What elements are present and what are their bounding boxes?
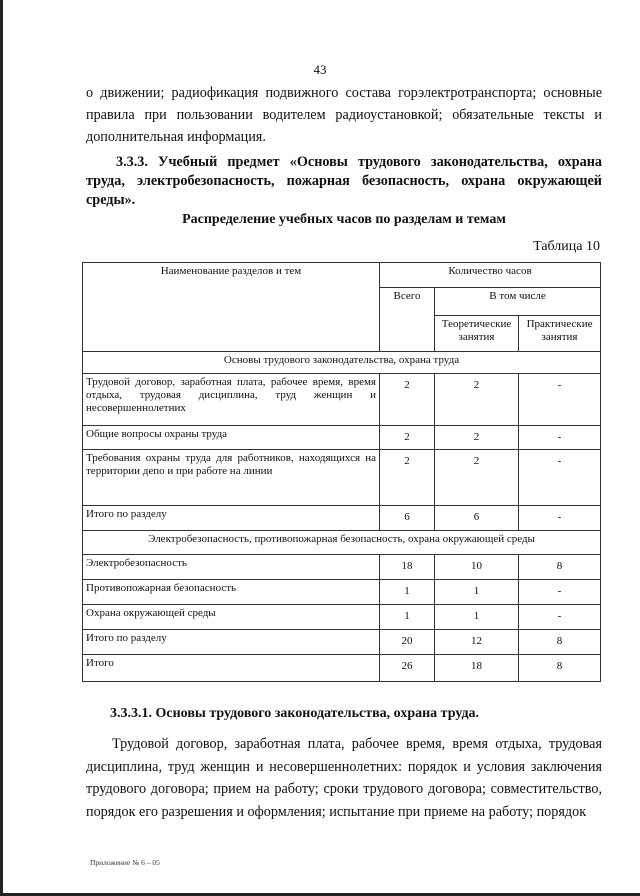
row-name: Охрана окружающей среды [83, 605, 380, 630]
subsection-heading: 3.3.3.1. Основы трудового законодательства, охрана труда. [110, 706, 480, 721]
table-row [83, 506, 601, 531]
scan-edge-left [0, 0, 3, 896]
header-total: Всего [380, 288, 435, 352]
header-hours: Количество часов [380, 263, 601, 288]
row-total: 2 [380, 426, 435, 450]
row-practice: 8 [519, 655, 601, 682]
table-row [83, 426, 601, 450]
row-total: 2 [380, 374, 435, 426]
hours-table [82, 262, 601, 682]
row-practice: - [519, 426, 601, 450]
body-paragraph: Трудовой договор, заработная плата, рабочее время, время отдыха, трудовая дисциплина, труд женщин и несовершеннолетних: порядок и условия заключения трудового договора; прием на работу; сроки трудового договора; совместительство, порядок его разрешения и оформления; испытание при приеме на работу; порядок [86, 736, 602, 820]
row-total: 2 [380, 450, 435, 506]
row-practice: - [519, 580, 601, 605]
row-name: Итого по разделу [83, 630, 380, 655]
header-including: В том числе [435, 288, 601, 316]
footer-note: Приложение № 6 – 05 [90, 858, 160, 867]
row-theory: 10 [435, 555, 519, 580]
row-theory: 2 [435, 450, 519, 506]
paragraph-continuation: о движении; радиофикация подвижного состава горэлектротранспорта; основные правила при пользовании водителем радиоустановкой; обязательные тексты и дополнительная информация. [86, 85, 602, 145]
row-theory: 6 [435, 506, 519, 531]
row-total: 6 [380, 506, 435, 531]
row-total: 1 [380, 580, 435, 605]
row-practice: - [519, 374, 601, 426]
row-practice: - [519, 605, 601, 630]
table-row [83, 580, 601, 605]
row-name: Общие вопросы охраны труда [83, 426, 380, 450]
table-row [83, 555, 601, 580]
row-practice: 8 [519, 630, 601, 655]
row-name: Трудовой договор, заработная плата, рабочее время, время отдыха, трудовая дисциплина, труд женщин и несовершеннолетних [83, 374, 380, 426]
row-name: Требования охраны труда для работников, находящихся на территории депо и при работе на линии [83, 450, 380, 506]
section-row: Электробезопасность, противопожарная безопасность, охрана окружающей среды [83, 531, 601, 555]
table-row [83, 605, 601, 630]
row-practice: - [519, 450, 601, 506]
row-name: Итого по разделу [83, 506, 380, 531]
header-name: Наименование разделов и тем [83, 263, 380, 352]
header-practice: Практические занятия [519, 316, 601, 352]
subject-title: 3.3.3. Учебный предмет «Основы трудового законодательства, охрана труда, электробезопасность, пожарная безопасность, охрана окружающей среды». [86, 154, 602, 208]
table-row [83, 450, 601, 506]
row-name: Противопожарная безопасность [83, 580, 380, 605]
row-theory: 1 [435, 580, 519, 605]
row-theory: 1 [435, 605, 519, 630]
row-theory: 2 [435, 426, 519, 450]
table-heading: Распределение учебных часов по разделам и темам [182, 212, 506, 227]
table-label: Таблица 10 [533, 239, 600, 254]
table-row [83, 630, 601, 655]
header-theory: Теоретические занятия [435, 316, 519, 352]
row-theory: 2 [435, 374, 519, 426]
row-theory: 12 [435, 630, 519, 655]
row-name: Итого [83, 655, 380, 682]
table-row [83, 655, 601, 682]
row-total: 20 [380, 630, 435, 655]
row-total: 18 [380, 555, 435, 580]
row-total: 26 [380, 655, 435, 682]
row-practice: - [519, 506, 601, 531]
row-name: Электробезопасность [83, 555, 380, 580]
row-total: 1 [380, 605, 435, 630]
row-practice: 8 [519, 555, 601, 580]
row-theory: 18 [435, 655, 519, 682]
page-number: 43 [313, 62, 327, 77]
section-row: Основы трудового законодательства, охрана труда [83, 352, 601, 374]
table-row [83, 374, 601, 426]
